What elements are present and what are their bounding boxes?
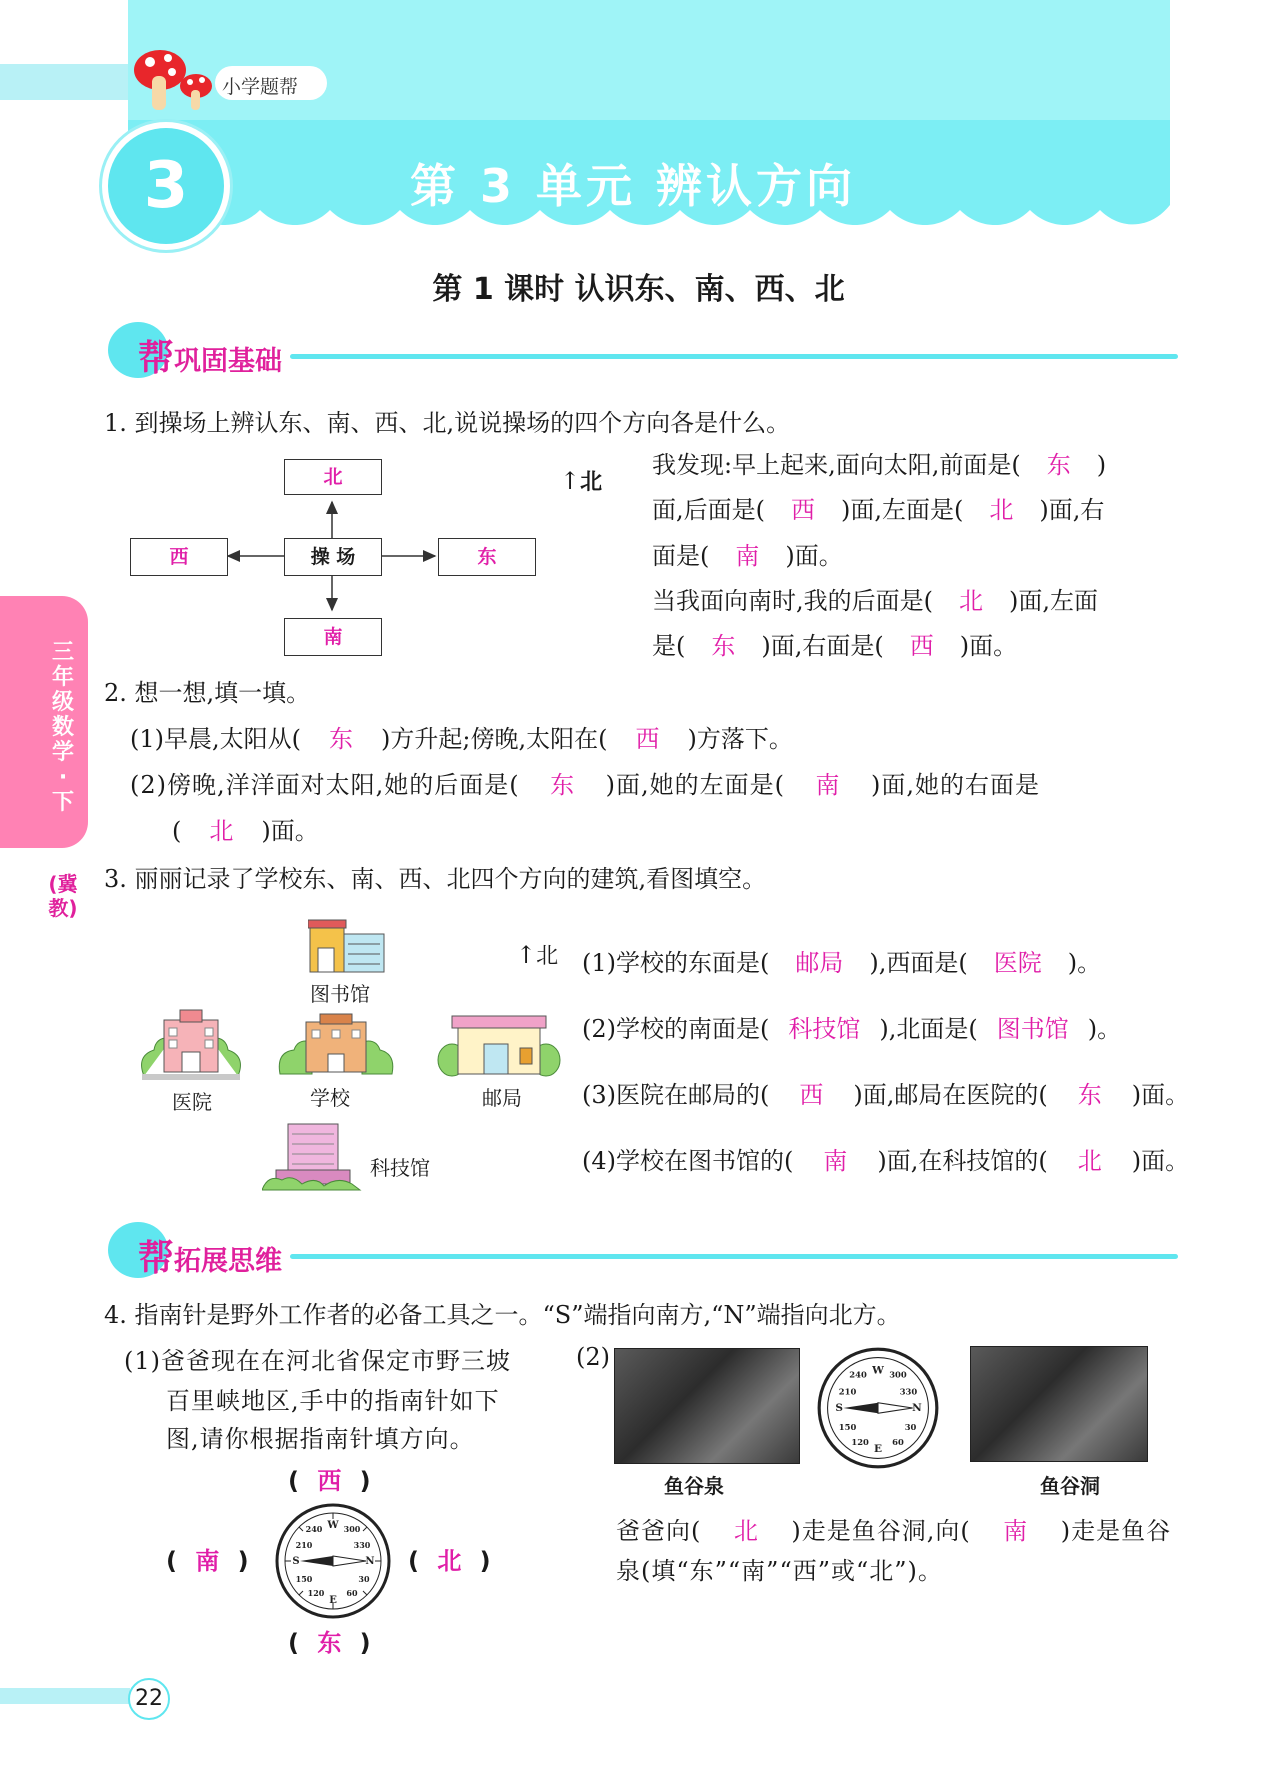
compass-w: W: [327, 1520, 339, 1531]
side-tab-edition: (冀教): [48, 872, 78, 920]
photo-fish-spring-caption: 鱼谷泉: [664, 1474, 724, 1498]
post-office-label: 邮局: [482, 1086, 522, 1110]
south-box: 南: [284, 618, 382, 656]
q4-part2-line1: 爸爸向( 北 )走是鱼谷洞,向( 南 )走是鱼谷: [616, 1517, 1172, 1545]
library-label: 图书馆: [310, 982, 370, 1006]
compass-n: N: [365, 1556, 375, 1567]
school-label: 学校: [310, 1086, 350, 1110]
science-museum-label: 科技馆: [370, 1156, 430, 1180]
svg-text:240: 240: [305, 1524, 323, 1534]
q2-part1: (1)早晨,太阳从( 东 )方升起;傍晚,太阳在( 西 )方落下。: [130, 725, 793, 753]
library-icon: [308, 912, 388, 974]
side-tab-grade: 三年级数学·下: [51, 640, 74, 815]
compass1-top-answer: ( 西 ): [288, 1467, 371, 1495]
svg-text:S: S: [835, 1402, 843, 1415]
svg-text:60: 60: [346, 1588, 358, 1598]
photo-fish-cave-caption: 鱼谷洞: [1040, 1474, 1100, 1498]
svg-text:E: E: [873, 1443, 883, 1456]
q4-text: 4. 指南针是野外工作者的必备工具之一。“S”端指向南方,“N”端指向北方。: [104, 1301, 901, 1329]
brand-label: 小学题帮: [222, 76, 299, 98]
hospital-icon: [136, 1006, 246, 1084]
q1-find-line3: 面是( 南 )面。: [652, 542, 843, 570]
svg-text:120: 120: [307, 1588, 325, 1598]
q1-find-line2: 面,后面是( 西 )面,左面是( 北 )面,右: [652, 496, 1105, 524]
compass-icon: [274, 1502, 392, 1620]
svg-text:150: 150: [295, 1574, 313, 1584]
q3-sub1: (1)学校的东面是( 邮局 ),西面是( 医院 )。: [582, 949, 1102, 977]
q2-part2-cont: ( 北 )面。: [172, 817, 319, 845]
compass1-bottom-answer: ( 东 ): [288, 1629, 371, 1657]
svg-text:W: W: [872, 1364, 884, 1377]
svg-text:330: 330: [353, 1540, 371, 1550]
q3-sub3: (3)医院在邮局的( 西 )面,邮局在医院的( 东 )面。: [582, 1081, 1190, 1109]
compass1-right-answer: ( 北 ): [408, 1547, 491, 1575]
north-box: 北: [284, 459, 382, 495]
photo-fish-spring: [614, 1348, 800, 1464]
q2-part2: (2)傍晚,洋洋面对太阳,她的后面是( 东 )面,她的左面是( 南 )面,她的右面是: [130, 771, 1040, 799]
svg-text:30: 30: [904, 1422, 917, 1433]
svg-text:330: 330: [899, 1386, 918, 1397]
footer-bar: [0, 1688, 130, 1704]
svg-text:300: 300: [343, 1524, 361, 1534]
svg-text:30: 30: [358, 1574, 370, 1584]
west-box: 西: [130, 538, 228, 576]
q4-part1-line3: 图,请你根据指南针填方向。: [166, 1425, 475, 1453]
compass-icon: [816, 1346, 940, 1470]
svg-text:150: 150: [838, 1422, 857, 1433]
svg-text:240: 240: [849, 1369, 867, 1380]
q4-part2-label: (2): [576, 1343, 610, 1371]
q1-find-line4: 当我面向南时,我的后面是( 北 )面,左面: [652, 587, 1098, 615]
q1-text: 1. 到操场上辨认东、南、西、北,说说操场的四个方向各是什么。: [104, 409, 791, 437]
q2-text: 2. 想一想,填一填。: [104, 679, 311, 707]
section-header-extension: 帮拓展思维: [108, 1222, 1188, 1282]
science-museum-icon: [262, 1118, 362, 1192]
compass-s: S: [292, 1556, 300, 1567]
svg-text:60: 60: [892, 1436, 904, 1447]
svg-text:N: N: [912, 1402, 922, 1415]
q1-find-line5: 是( 东 )面,右面是( 西 )面。: [652, 632, 1018, 660]
q4-part1-line2: 百里峡地区,手中的指南针如下: [166, 1387, 500, 1415]
school-icon: [276, 1010, 396, 1080]
compass-e: E: [329, 1595, 337, 1606]
east-box: 东: [438, 538, 536, 576]
q4-part2-line2: 泉(填“东”“南”“西”或“北”)。: [616, 1557, 943, 1585]
compass1-left-answer: ( 南 ): [166, 1547, 249, 1575]
arrow-up-icon: ↑: [560, 467, 581, 495]
svg-text:300: 300: [889, 1369, 907, 1380]
hospital-label: 医院: [172, 1090, 212, 1114]
playground-box: 操 场: [284, 538, 382, 576]
q3-sub2: (2)学校的南面是( 科技馆 ),北面是( 图书馆 )。: [582, 1015, 1122, 1043]
q3-text: 3. 丽丽记录了学校东、南、西、北四个方向的建筑,看图填空。: [104, 865, 767, 893]
photo-fish-cave: [970, 1346, 1148, 1462]
svg-text:210: 210: [295, 1540, 313, 1550]
svg-text:210: 210: [838, 1386, 857, 1397]
q3-north-arrow: ↑北: [516, 941, 559, 969]
page-number: 22: [128, 1678, 170, 1720]
section-header-basics: 帮巩固基础: [108, 322, 1188, 382]
svg-text:120: 120: [851, 1436, 869, 1447]
north-arrow: ↑北: [560, 467, 603, 495]
arrow-up-icon: ↑: [516, 941, 537, 969]
lesson-title: 第 1 课时 认识东、南、西、北: [432, 272, 845, 307]
post-office-icon: [436, 1008, 562, 1078]
q1-find-line1: 我发现:早上起来,面向太阳,前面是( 东 ): [652, 451, 1107, 479]
unit-title: 第 3 单元 辨认方向: [410, 159, 857, 213]
unit-number-badge: 3: [108, 128, 224, 244]
q4-part1-line1: (1)爸爸现在在河北省保定市野三坡: [124, 1347, 511, 1375]
q3-sub4: (4)学校在图书馆的( 南 )面,在科技馆的( 北 )面。: [582, 1147, 1190, 1175]
